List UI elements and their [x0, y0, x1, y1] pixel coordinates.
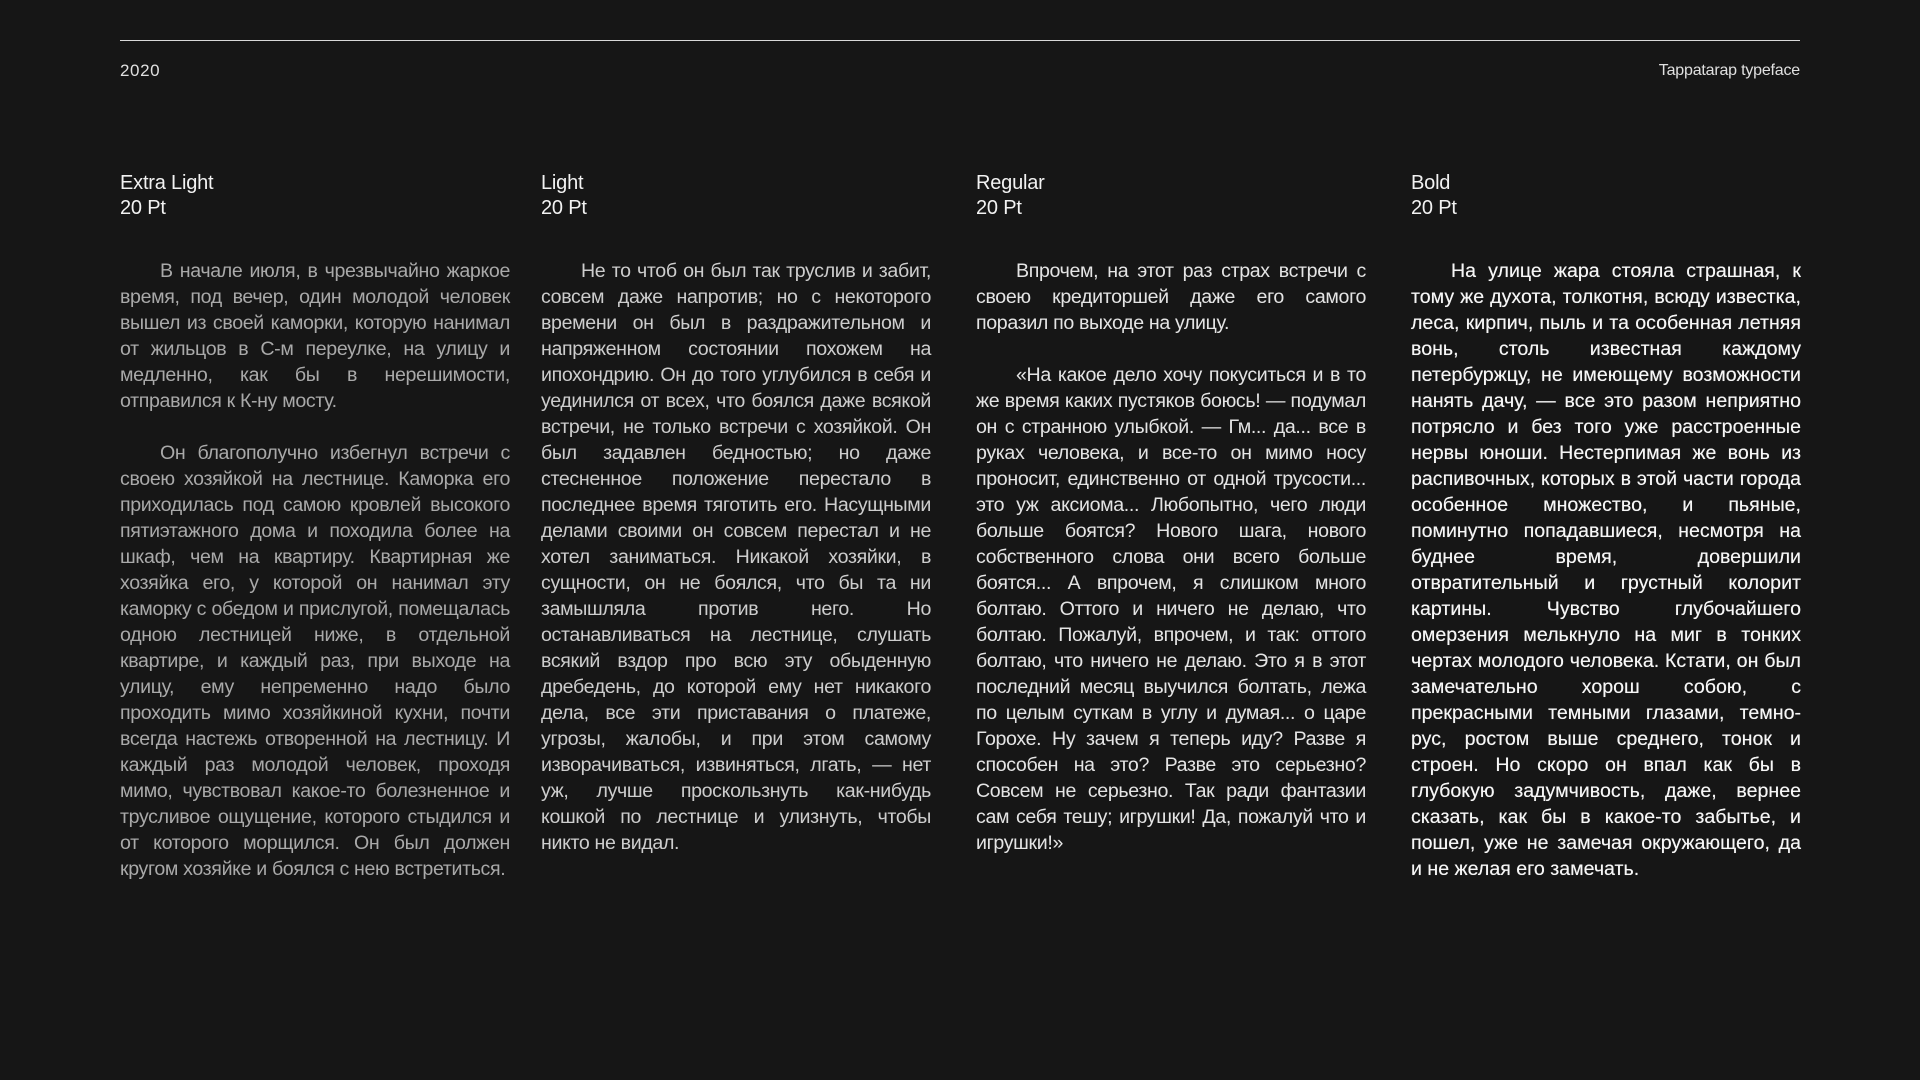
size-label: 20 Pt: [1411, 197, 1457, 219]
paragraph: Он благополучно избегнул встречи с своею хозяйкой на лестнице. Каморка его приходилась под самою кровлей высокого пятиэтажного дома и походила более на шкаф, чем на квартиру. Квартирная же хозяйка его, у которой он нанимал эту каморку с обедом и прислугой, помещалась одною лестницей ниже, в отдельной квартире, и каждый раз, при выходе на улицу, ему непременно надо было проходить мимо хозяйкиной кухни, почти всегда настежь отворенной на лестницу. И каждый раз молодой человек, проходя мимо, чувствовал какое-то болезненное и трусливое ощущение, которого стыдился и от которого морщился. Он был должен кругом хозяйке и боялся с нею встретиться.: [120, 442, 510, 880]
sample-text: [120, 258, 510, 882]
paragraph: Впрочем, на этот раз страх встречи с своею кредиторшей даже его самого поразил по выходе на улицу.: [976, 260, 1366, 334]
size-label: 20 Pt: [976, 197, 1022, 219]
year-label: 2020: [120, 61, 161, 80]
top-divider: [120, 40, 1800, 41]
paragraph: В начале июля, в чрезвычайно жаркое время, под вечер, один молодой человек вышел из своей каморки, которую нанимал от жильцов в С-м переулке, на улицу и медленно, как бы в нерешимости, отправился к К-ну мосту.: [120, 260, 510, 412]
column-extra-light: [120, 171, 510, 908]
weight-label: Regular: [976, 172, 1045, 194]
sample-text: [541, 258, 931, 856]
sample-text: [1411, 258, 1801, 882]
paragraph: Не то чтоб он был так труслив и забит, совсем даже напротив; но с некоторого времени он был в раздражительном и напряженном состоянии похожем на ипохондрию. Он до того углубился в себя и уединился от всех, что боялся даже всякой встречи, не только встречи с хозяйкой. Он был задавлен бедностью; но даже стесненное положение перестало в последнее время тяготить его. Насущными делами своими он совсем перестал и не хотел заниматься. Никакой хозяйки, в сущности, он не боялся, что бы та ни замышляла против него. Но останавливаться на лестнице, слушать всякий вздор про всю эту обыденную дребедень, до которой ему нет никакого дела, все эти приставания о платеже, угрозы, жалобы, и при этом самому изворачиваться, извиняться, лгать, — нет уж, лучше проскользнуть как-нибудь кошкой по лестнице и улизнуть, чтобы никто не видал.: [541, 260, 931, 854]
column-regular: [976, 171, 1366, 882]
size-label: 20 Pt: [541, 197, 587, 219]
paragraph: «На какое дело хочу покуситься и в то же время каких пустяков боюсь! — подумал он с странною улыбкой. — Гм... да... все в руках человека, и все-то он мимо носу проносит, единственно от одной трусости... это уж аксиома... Любопытно, чего люди больше боятся? Нового шага, нового собственного слова они всего больше боятся... А впрочем, я слишком много болтаю. Оттого и ничего не делаю, что болтаю. Пожалуй, впрочем, и так: оттого болтаю, что ничего не делаю. Это я в этот последний месяц выучился болтать, лежа по целым суткам в углу и думая... о царе Горохе. Ну зачем я теперь иду? Разве я способен на это? Разве это серьезно? Совсем не серьезно. Так ради фантазии сам себя тешу; игрушки! Да, пожалуй что и игрушки!»: [976, 364, 1366, 854]
weight-label: Extra Light: [120, 172, 214, 194]
column-light: [541, 171, 931, 882]
weight-label: Bold: [1411, 172, 1451, 194]
weight-label: Light: [541, 172, 584, 194]
size-label: 20 Pt: [120, 197, 166, 219]
typeface-name: Tappatarap typeface: [1658, 62, 1800, 79]
sample-text: [976, 258, 1366, 856]
paragraph: На улице жара стояла страшная, к тому же духота, толкотня, всюду известка, леса, кирпич, пыль и та особенная летняя вонь, столь известная каждому петербуржцу, не имеющему возможности нанять дачу, — все это разом неприятно потрясло и без того уже расстроенные нервы юноши. Нестерпимая же вонь из распивочных, которых в этой части города особенное множество, и пьяные, поминутно попадавшиеся, несмотря на буднее время, довершили отвратительный и грустный колорит картины. Чувство глубочайшего омерзения мелькнуло на миг в тонких чертах молодого человека. Кстати, он был замечательно хорош собою, с прекрасными темными глазами, темно-рус, ростом выше среднего, тонок и строен. Но скоро он впал как бы в глубокую задумчивость, даже, вернее сказать, как бы в какое-то забытье, и пошел, уже не замечая окружающего, да и не желая его замечать.: [1411, 260, 1801, 880]
column-bold: [1411, 171, 1801, 908]
